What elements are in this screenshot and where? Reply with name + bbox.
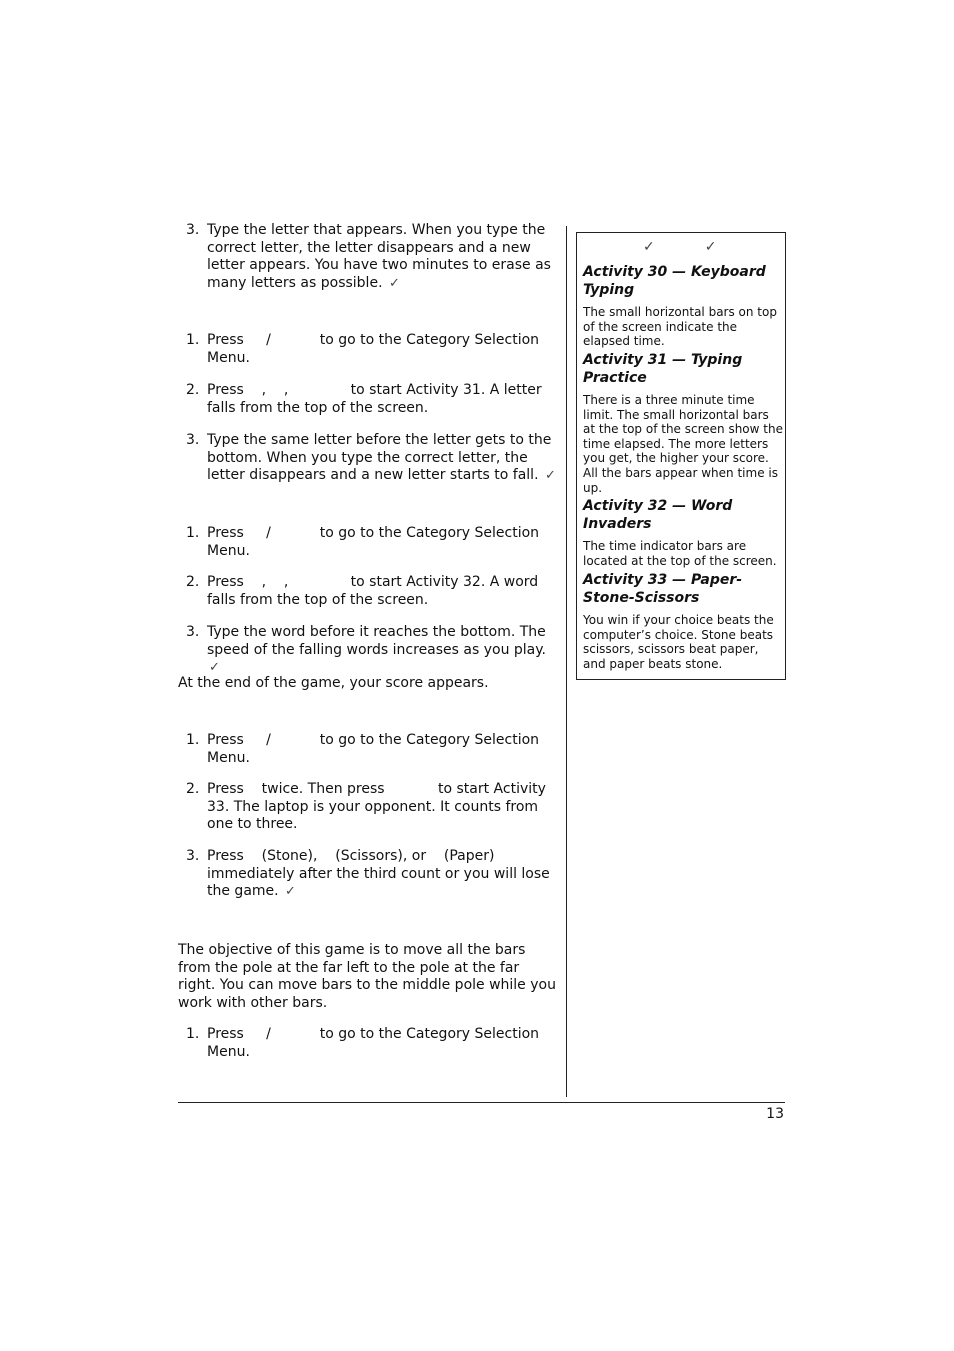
step-number: 3.: [186, 432, 200, 448]
footer-rule: [178, 1102, 785, 1103]
step-number: 2.: [186, 781, 200, 797]
page-number: 13: [766, 1106, 784, 1122]
column-divider: [566, 226, 567, 1097]
step-text: Type the word before it reaches the bottom. The speed of the falling words increases as you play.: [207, 624, 547, 658]
step-text: Press / to go to the Category Selection Menu.: [207, 332, 544, 366]
checkmark-icon: ✓: [544, 468, 556, 483]
sidebar-heading: Activity 30 — Keyboard Typing: [583, 264, 766, 298]
paragraph: At the end of the game, your score appears.: [178, 675, 489, 691]
step-text: Press , , to start Activity 31. A letter falls from the top of the screen.: [207, 382, 547, 416]
sidebar-icons: [643, 239, 766, 255]
step-number: 1.: [186, 1026, 200, 1042]
sidebar-text: You win if your choice beats the computer’s choice. Stone beats scissors, scissors beat paper, and paper beats stone.: [583, 613, 774, 671]
step-text: Press , , to start Activity 32. A word falls from the top of the screen.: [207, 574, 543, 608]
step-number: 3.: [186, 222, 200, 238]
notes-sidebar: [576, 232, 786, 680]
step-number: 3.: [186, 624, 200, 640]
checkmark-icon: ✓: [209, 660, 220, 675]
step-text: Press (Stone), (Scissors), or (Paper) immediately after the third count or you will lose the game.: [207, 848, 555, 899]
checkmark-icon: ✓: [643, 239, 655, 255]
checkmark-icon: ✓: [388, 275, 400, 291]
step-text: Type the letter that appears. When you type the correct letter, the letter disappears and a new letter appears. You have two minutes to erase as many letters as possible.: [207, 222, 551, 291]
step-text: Press / to go to the Category Selection Menu.: [207, 525, 544, 559]
sidebar-text: There is a three minute time limit. The small horizontal bars at the top of the screen show the time elapsed. The more letters you get, the higher your score. All the bars appear when time is up.: [583, 393, 783, 495]
step-text: Type the same letter before the letter gets to the bottom. When you type the correct letter, the letter disappears and a new letter starts to fall.: [207, 432, 552, 483]
step-text: Press / to go to the Category Selection Menu.: [207, 1026, 544, 1060]
step-number: 2.: [186, 574, 200, 590]
sidebar-heading: Activity 33 — Paper-Stone-Scissors: [583, 572, 743, 606]
sidebar-text: The time indicator bars are located at the top of the screen.: [583, 539, 777, 568]
checkmark-icon: ✓: [285, 884, 296, 899]
sidebar-heading: Activity 32 — Word Invaders: [583, 498, 733, 532]
checkmark-icon: ✓: [704, 239, 717, 255]
step-text: Press twice. Then press to start Activity 33. The laptop is your opponent. It counts from one to three.: [207, 781, 551, 832]
step-number: 1.: [186, 525, 200, 541]
sidebar-heading: Activity 31 — Typing Practice: [583, 352, 743, 386]
step-number: 1.: [186, 332, 200, 348]
step-text: Press / to go to the Category Selection Menu.: [207, 732, 544, 766]
sidebar-text: The small horizontal bars on top of the screen indicate the elapsed time.: [583, 305, 777, 349]
step-number: 2.: [186, 382, 200, 398]
step-number: 3.: [186, 848, 200, 864]
step-number: 1.: [186, 732, 200, 748]
paragraph: The objective of this game is to move all the bars from the pole at the far left to the pole at the far right. You can move bars to the middle pole while you work with other bars.: [178, 942, 556, 1011]
